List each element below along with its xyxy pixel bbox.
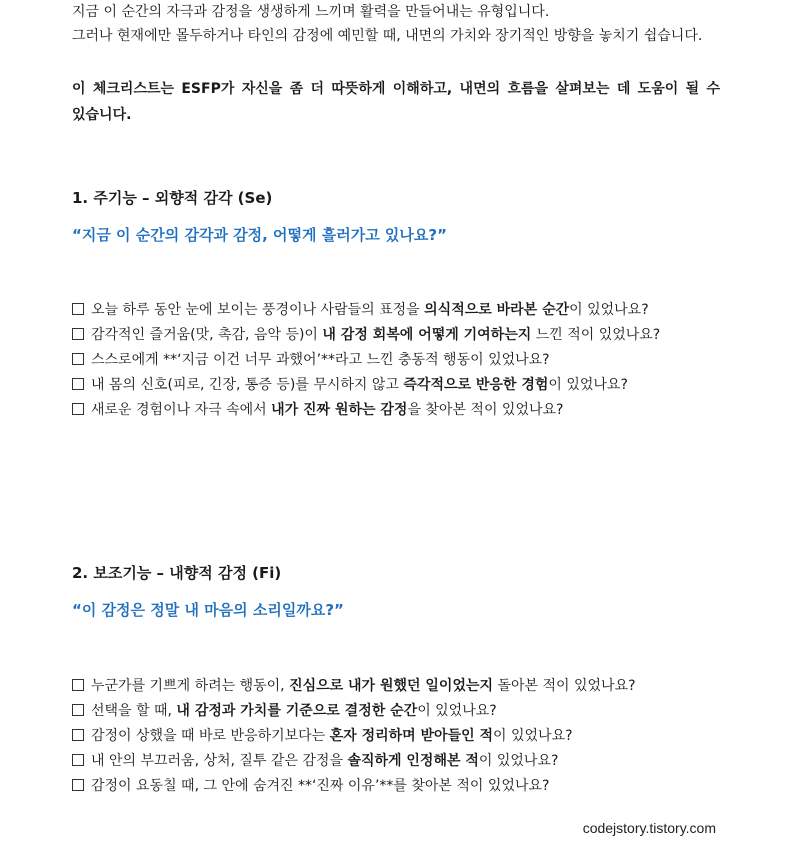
checklist-item: 감정이 요동칠 때, 그 안에 숨겨진 **‘진짜 이유’**를 찾아본 적이 있었나요?	[72, 774, 720, 799]
checklist-item: 오늘 하루 동안 눈에 보이는 풍경이나 사람들의 표정을 의식적으로 바라본 순간이 있었나요?	[72, 298, 720, 323]
checkbox-icon[interactable]	[72, 679, 84, 691]
checkbox-icon[interactable]	[72, 378, 84, 390]
checklist-item: 감정이 상했을 때 바로 반응하기보다는 혼자 정리하며 받아들인 적이 있었나요?	[72, 724, 720, 749]
intro-paragraph-1: 지금 이 순간의 자극과 감정을 생생하게 느끼며 활력을 만들어내는 유형입니다.	[72, 4, 550, 20]
checklist-item: 선택을 할 때, 내 감정과 가치를 기준으로 결정한 순간이 있었나요?	[72, 699, 720, 724]
checklist-item: 새로운 경험이나 자극 속에서 내가 진짜 원하는 감정을 찾아본 적이 있었나요?	[72, 398, 720, 423]
checklist-item: 내 안의 부끄러움, 상처, 질투 같은 감정을 솔직하게 인정해본 적이 있었나요?	[72, 749, 720, 774]
section-1-checklist	[72, 298, 720, 423]
checkbox-icon[interactable]	[72, 779, 84, 791]
checkbox-icon[interactable]	[72, 754, 84, 766]
section-2-title: 2. 보조기능 – 내향적 감정 (Fi)	[72, 564, 282, 582]
checklist-item: 감각적인 즐거움(맛, 촉감, 음악 등)이 내 감정 회복에 어떻게 기여하는지 느낀 적이 있었나요?	[72, 323, 720, 348]
checkbox-icon[interactable]	[72, 353, 84, 365]
section-1-title: 1. 주기능 – 외향적 감각 (Se)	[72, 189, 273, 207]
checklist-item: 누군가를 기쁘게 하려는 행동이, 진심으로 내가 원했던 일이었는지 돌아본 적이 있었나요?	[72, 674, 720, 699]
checkbox-icon[interactable]	[72, 729, 84, 741]
checkbox-icon[interactable]	[72, 403, 84, 415]
checkbox-icon[interactable]	[72, 328, 84, 340]
checklist-item: 내 몸의 신호(피로, 긴장, 통증 등)를 무시하지 않고 즉각적으로 반응한 경험이 있었나요?	[72, 373, 720, 398]
site-footer-url[interactable]: codejstory.tistory.com	[582, 820, 716, 836]
section-1-quote: “지금 이 순간의 감각과 감정, 어떻게 흘러가고 있나요?”	[72, 226, 447, 244]
intro-paragraph-2: 그러나 현재에만 몰두하거나 타인의 감정에 예민할 때, 내면의 가치와 장기적인 방향을 놓치기 쉽습니다.	[72, 28, 703, 44]
checklist-item: 스스로에게 **‘지금 이건 너무 과했어’**라고 느낀 충동적 행동이 있었나요?	[72, 348, 720, 373]
intro-bold-paragraph: 이 체크리스트는 ESFP가 자신을 좀 더 따뜻하게 이해하고, 내면의 흐름을 살펴보는 데 도움이 될 수 있습니다.	[72, 81, 720, 123]
checkbox-icon[interactable]	[72, 303, 84, 315]
checkbox-icon[interactable]	[72, 704, 84, 716]
section-2-checklist	[72, 674, 720, 799]
section-2-quote: “이 감정은 정말 내 마음의 소리일까요?”	[72, 601, 344, 619]
